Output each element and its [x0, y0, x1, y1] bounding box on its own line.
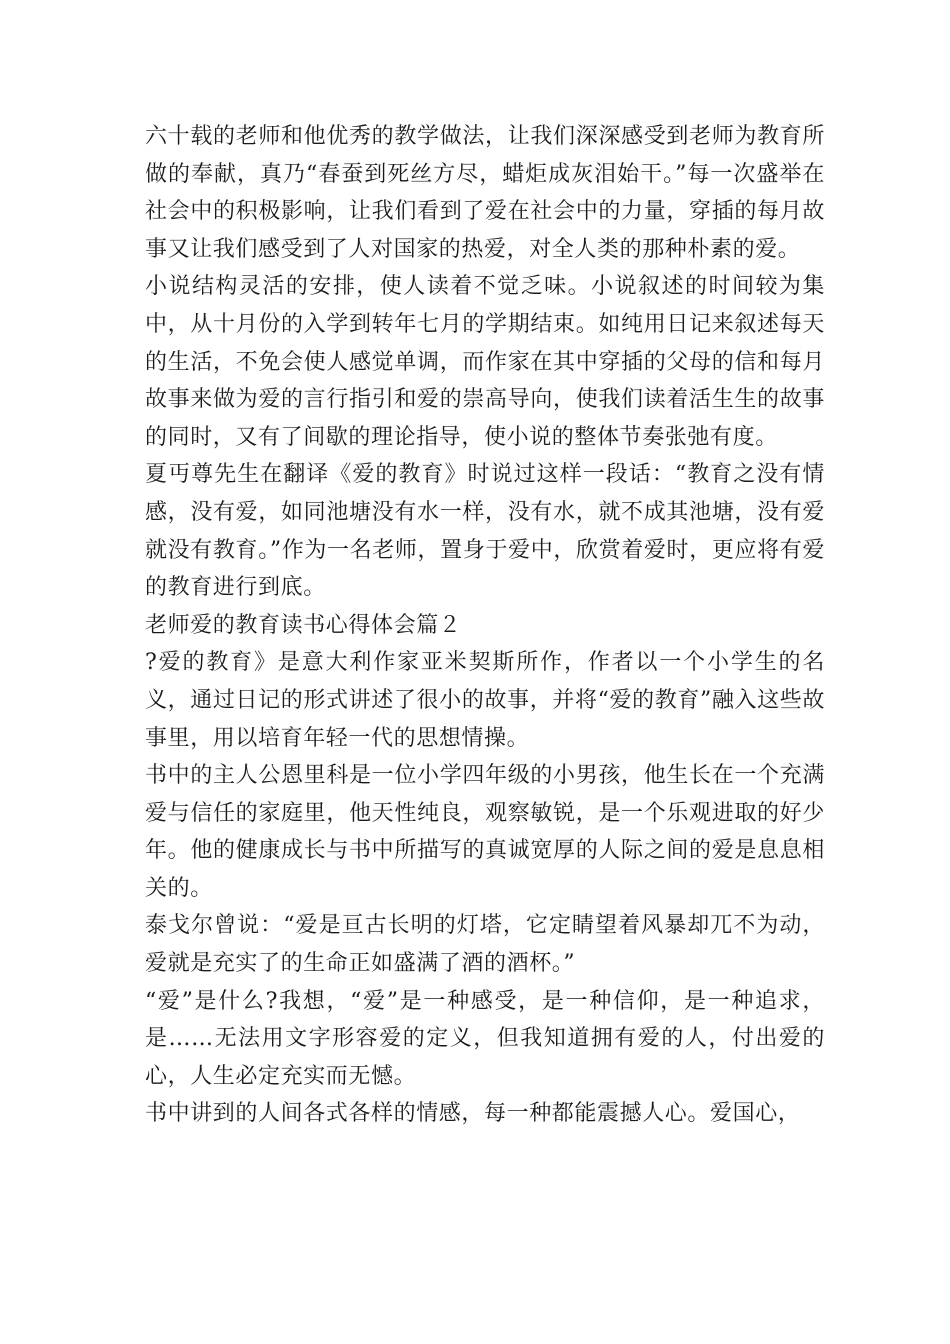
paragraph: 小说结构灵活的安排，使人读着不觉乏味。小说叙述的时间较为集中，从十月份的入学到转年七月的学期结束。如纯用日记来叙述每天的生活，不免会使人感觉单调，而作家在其中穿插的父母的信和每月故事来做为爱的言行指引和爱的崇高导向，使我们读着活生生的故事的同时，又有了间歇的理论指导，使小说的整体节奏张弛有度。 [145, 274, 825, 450]
paragraph: 夏丏尊先生在翻译《爱的教育》时说过这样一段话：“教育之没有情感，没有爱，如同池塘没有水一样，没有水，就不成其池塘，没有爱就没有教育。”作为一名老师，置身于爱中，欣赏着爱时，更应将有爱的教育进行到底。 [145, 462, 825, 601]
paragraph: 六十载的老师和他优秀的教学做法，让我们深深感受到老师为教育所做的奉献，真乃“春蚕到死丝方尽，蜡炬成灰泪始干。”每一次盛举在社会中的积极影响，让我们看到了爱在社会中的力量，穿插的每月故事又让我们感受到了人对国家的热爱，对全人类的那种朴素的爱。 [145, 124, 825, 262]
paragraph: 泰戈尔曾说：“爱是亘古长明的灯塔，它定睛望着风暴却兀不为动，爱就是充实了的生命正如盛满了酒的酒杯。” [145, 913, 825, 977]
paragraph: ?爱的教育》是意大利作家亚米契斯所作，作者以一个小学生的名义，通过日记的形式讲述了很小的故事，并将“爱的教育”融入这些故事里，用以培育年轻一代的思想情操。 [145, 650, 825, 751]
section-heading: 老师爱的教育读书心得体会篇２ [145, 612, 462, 638]
paragraph: 书中讲到的人间各式各样的情感，每一种都能震撼人心。爱国心， [145, 1101, 801, 1127]
document-body [145, 118, 825, 1133]
paragraph: 书中的主人公恩里科是一位小学四年级的小男孩，他生长在一个充满爱与信任的家庭里，他天性纯良，观察敏锐，是一个乐观进取的好少年。他的健康成长与书中所描写的真诚宽厚的人际之间的爱是息息相关的。 [145, 763, 825, 901]
paragraph: “爱”是什么?我想，“爱”是一种感受，是一种信仰，是一种追求，是……无法用文字形容爱的定义，但我知道拥有爱的人，付出爱的心，人生必定充实而无憾。 [145, 988, 825, 1089]
